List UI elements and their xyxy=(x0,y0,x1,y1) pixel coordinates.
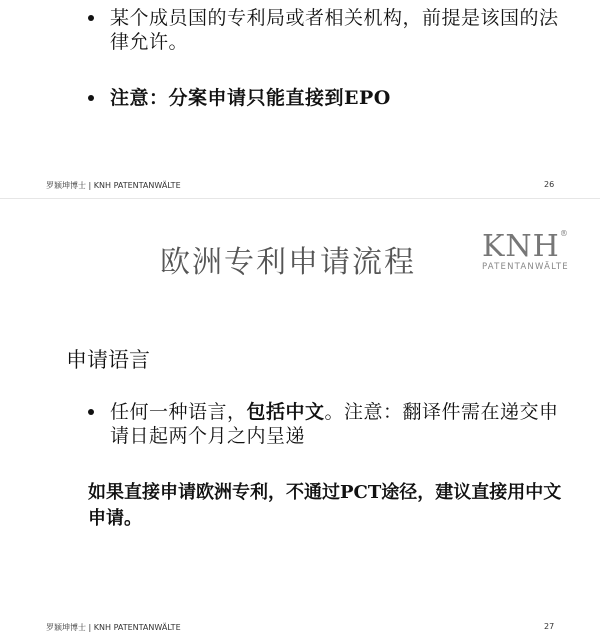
bullet-text-part2: 。注意：翻译件需在递交申请日起两个月之内呈递 xyxy=(110,401,559,447)
bullet-text-bold: 包括中文 xyxy=(246,401,325,423)
slide26-bullet-1: 某个成员国的专利局或者相关机构，前提是该国的法律允许。 xyxy=(110,7,559,53)
slide26-page-number: 26 xyxy=(544,180,555,189)
logo-registered-mark: ® xyxy=(559,229,568,238)
bullet-marker xyxy=(88,95,94,101)
bullet-marker xyxy=(88,409,94,415)
logo-subtitle: PATENTANWÄLTE xyxy=(482,262,569,272)
slide27-bullet xyxy=(110,400,560,448)
slide27-page-number: 27 xyxy=(544,622,555,631)
knh-logo xyxy=(482,229,572,272)
bullet-text-part1: 任何一种语言， xyxy=(110,401,247,423)
recommendation-note: 如果直接申请欧洲专利，不通过PCT途径，建议直接用中文申请。 xyxy=(88,482,562,529)
slide26-bullet-2: 注意：分案申请只能直接到EPO xyxy=(110,87,391,109)
slide-divider xyxy=(0,198,600,199)
slide26-footer: 罗颖坤博士 | KNH PATENTANWÄLTE xyxy=(46,181,181,190)
slide-title: 欧洲专利申请流程 xyxy=(160,245,416,280)
bullet-marker xyxy=(88,15,94,21)
section-heading: 申请语言 xyxy=(66,348,150,372)
slide27-footer: 罗颖坤博士 | KNH PATENTANWÄLTE xyxy=(46,623,181,632)
logo-wordmark: KNH xyxy=(482,229,560,264)
